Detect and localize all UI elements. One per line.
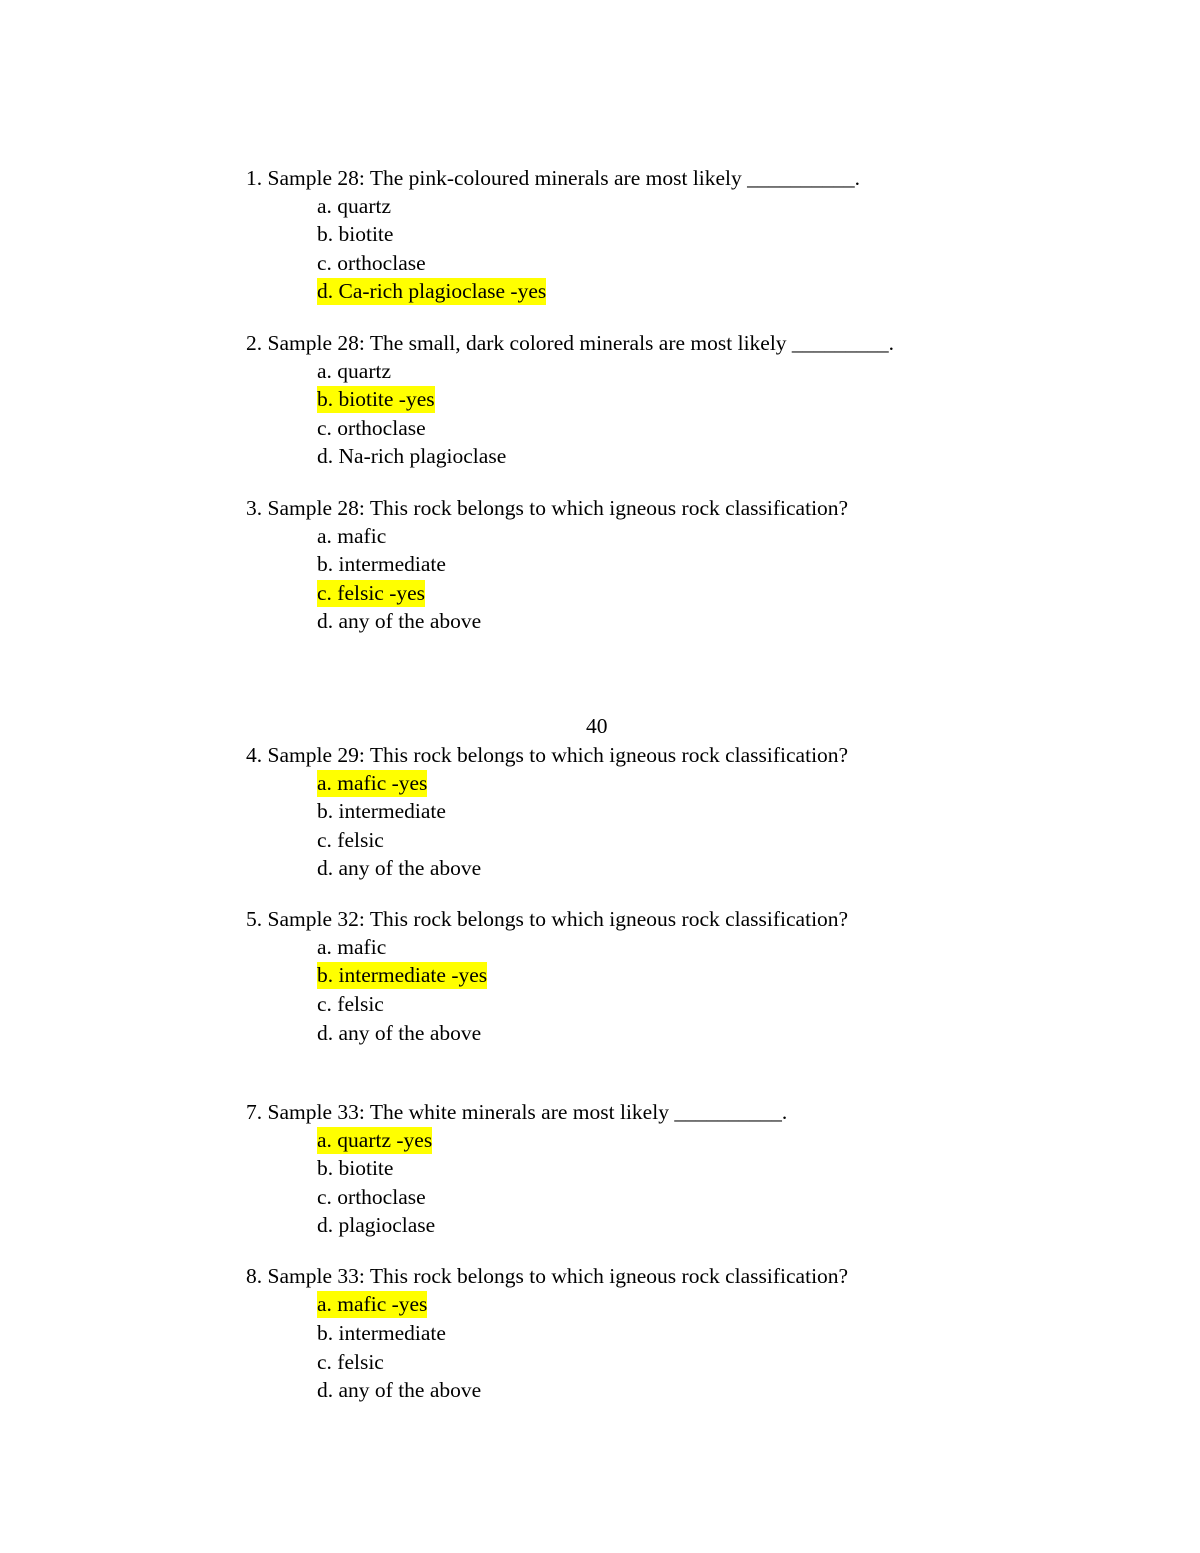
question-5-option-d: d. any of the above bbox=[317, 1021, 482, 1045]
question-1-option-a: a. quartz bbox=[317, 194, 392, 218]
page-number: 40 bbox=[586, 714, 608, 738]
question-4-option-b: b. intermediate bbox=[317, 799, 446, 823]
question-2-option-c: c. orthoclase bbox=[317, 416, 426, 440]
question-3-option-a: a. mafic bbox=[317, 524, 387, 548]
question-8-text: 8. Sample 33: This rock belongs to which igneous rock classification? bbox=[246, 1264, 849, 1288]
question-7-text: 7. Sample 33: The white minerals are most likely __________. bbox=[246, 1100, 788, 1124]
question-2-option-a: a. quartz bbox=[317, 359, 392, 383]
question-4-option-c: c. felsic bbox=[317, 828, 384, 852]
question-5-text: 5. Sample 32: This rock belongs to which igneous rock classification? bbox=[246, 907, 849, 931]
question-7-option-d: d. plagioclase bbox=[317, 1213, 436, 1237]
question-5-option-c: c. felsic bbox=[317, 992, 384, 1016]
question-8-option-c: c. felsic bbox=[317, 1350, 384, 1374]
question-8-option-d: d. any of the above bbox=[317, 1378, 482, 1402]
question-2-option-b-answer: b. biotite -yes bbox=[317, 387, 435, 411]
question-1-text: 1. Sample 28: The pink-coloured minerals are most likely __________. bbox=[246, 166, 861, 190]
question-1-option-d-answer: d. Ca-rich plagioclase -yes bbox=[317, 279, 547, 303]
question-3-text: 3. Sample 28: This rock belongs to which igneous rock classification? bbox=[246, 496, 849, 520]
question-3-option-c-answer: c. felsic -yes bbox=[317, 581, 426, 605]
question-3-option-d: d. any of the above bbox=[317, 609, 482, 633]
question-7-option-c: c. orthoclase bbox=[317, 1185, 426, 1209]
question-8-option-b: b. intermediate bbox=[317, 1321, 446, 1345]
question-4-option-d: d. any of the above bbox=[317, 856, 482, 880]
question-5-option-b-answer: b. intermediate -yes bbox=[317, 963, 488, 987]
question-5-option-a: a. mafic bbox=[317, 935, 387, 959]
question-1-option-c: c. orthoclase bbox=[317, 251, 426, 275]
question-3-option-b: b. intermediate bbox=[317, 552, 446, 576]
question-1-option-b: b. biotite bbox=[317, 222, 394, 246]
question-7-option-b: b. biotite bbox=[317, 1156, 394, 1180]
question-7-option-a-answer: a. quartz -yes bbox=[317, 1128, 433, 1152]
question-8-option-a-answer: a. mafic -yes bbox=[317, 1292, 428, 1316]
question-2-text: 2. Sample 28: The small, dark colored minerals are most likely _________. bbox=[246, 331, 895, 355]
question-4-option-a-answer: a. mafic -yes bbox=[317, 771, 428, 795]
question-4-text: 4. Sample 29: This rock belongs to which igneous rock classification? bbox=[246, 743, 849, 767]
question-2-option-d: d. Na-rich plagioclase bbox=[317, 444, 507, 468]
